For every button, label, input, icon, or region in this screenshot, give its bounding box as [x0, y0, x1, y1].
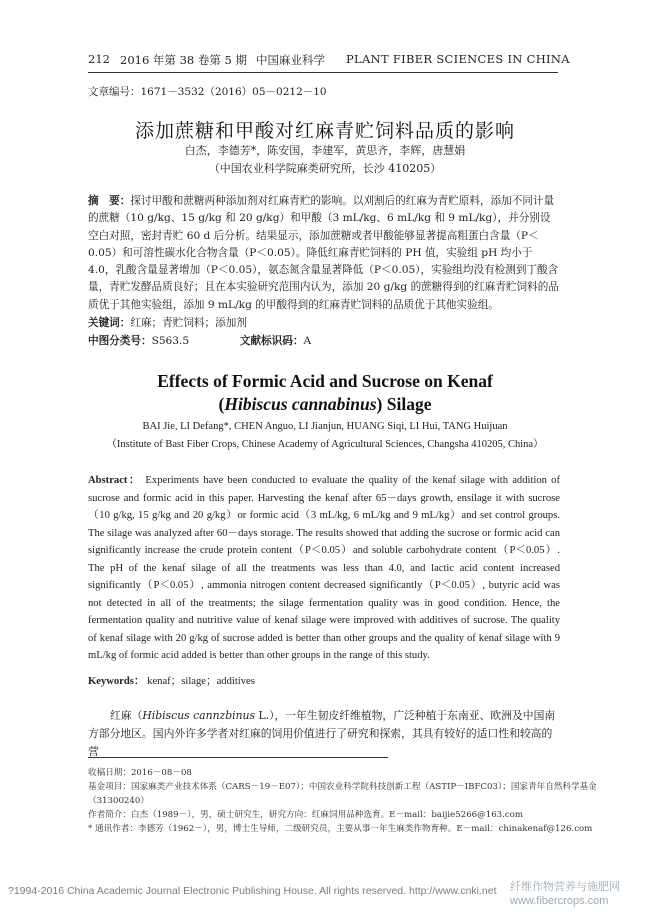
title-cn: 添加蔗糖和甲酸对红麻青贮饲料品质的影响: [134, 120, 515, 142]
keywords-cn-label: 关键词：: [88, 317, 131, 329]
doc-code-value: A: [303, 335, 312, 347]
site-watermark: [510, 880, 645, 912]
footnote-fund-1: 基金项目：国家麻类产业技术体系（CARS－19－E07）；中国农业科学院科技创新工程（ASTIP－IBFC03）；国家青年自然科学基金: [88, 782, 597, 792]
abstract-cn-label: 摘 要：: [88, 195, 131, 207]
running-header: [88, 52, 570, 70]
body-species: Hibiscus cannzbinus: [142, 709, 256, 722]
doc-code-label: 文献标识码：: [239, 335, 304, 347]
footnote-fund-2: （31300240）: [88, 796, 149, 806]
paren-close: ): [376, 394, 383, 414]
article-number: 文章编号：1671－3532（2016）05－0212－10: [88, 86, 327, 98]
body-paragraph: [88, 707, 560, 761]
abstract-cn-text: 探讨甲酸和蔗糖两种添加剂对红麻青贮的影响。以刈割后的红麻为青贮原料，添加不同计量的蔗糖（10 g/kg、15 g/kg 和 20 g/kg）和甲酸（3 mL/kg、6 mL/kg 和 9 mL/kg），并分别设空白对照，密封青贮 60 d 后分析。结果显示，添加蔗糖或者甲酸能够显著提高粗蛋白含量（P＜0.05）和可溶性碳水化合物含量（P＜0.05）。降低红麻青贮饲料的 PH 值，实验组 pH 均小于 4.0，乳酸含量显著增加（P＜0.05），氨态氮含量显著降低（P＜0.05），实验组均没有检测到丁酸含量，青贮发酵品质良好；且在本实验研究范围内认为，添加 20 g/kg 的蔗糖得到的红麻青贮饲料的品质优于其他实验组，添加 9 mL/kg 的甲酸得到的红麻青贮饲料的品质优于其他实验组。: [88, 195, 559, 311]
journal-name-cn: 中国麻业科学: [256, 53, 325, 67]
body-text-1: 红麻（: [110, 709, 143, 722]
abstract-en-text: Experiments have been conducted to evaluate the quality of the kenaf silage with addition of sucrose and formic acid in this paper. Harvesting the kenaf after 65－days growth, ensilage it with sucrose（10 g/kg, 15 g/kg and 20 g/kg）or formic acid（3 mL/kg, 6 mL/kg and 9 mL/kg）and set control groups. The silage was analyzed after 60－days storage. The results showed that adding the sucrose or formic acid can significantly increase the crude protein content（P＜0.05）and soluble carbohydrate content（P＜0.05）. The pH of the kenaf silage of all the treatments was less than 4.0, and lactic acid content increased significantly（P＜0.05）, ammonia nitrogen content decreased significantly（P＜0.05）, butyric acid was not detected in all of the treatments; the silage fermentation quality was in good condition. Hence, the fermentation quality and nutritive value of kenaf silage were improved with additives of sucrose. The quality of kenaf silage with 20 g/kg of sucrose added is better than other groups and the quality of kenaf silage with 9 mL/kg of formic acid added is better than other groups in the range of this study.: [88, 475, 560, 661]
page-number: 212: [88, 52, 110, 66]
institution-cn: （中国农业科学院麻类研究所，长沙 410205）: [208, 162, 442, 175]
institution-en: （Institute of Bast Fiber Crops, Chinese Academy of Agricultural Sciences, Changsha 410205, China）: [106, 439, 544, 450]
authors-en: BAI Jie, LI Defang*, CHEN Anguo, LI Jianjun, HUANG Siqi, LI Hui, TANG Huijuan: [142, 421, 508, 432]
keywords-cn-text: 红麻；青贮饲料；添加剂: [130, 317, 247, 329]
abstract-en: [88, 472, 560, 665]
footnote-corresponding: * 通讯作者：李德芳（1962－），男，博士生导师，二级研究员，主要从事一年生麻类作物育种。E－mail：chinakenaf@126.com: [88, 824, 593, 834]
title-en-line1: Effects of Formic Acid and Sucrose on Kenaf: [157, 371, 493, 391]
watermark-line2: www.fibercrops.com: [510, 895, 609, 907]
abstract-cn: [88, 193, 560, 314]
keywords-en-text: kenaf；silage；additives: [147, 676, 255, 687]
journal-name-en: PLANT FIBER SCIENCES IN CHINA: [346, 52, 570, 66]
paren-open: (: [218, 394, 225, 414]
authors-cn: 白杰，李德芳*，陈安国，李建军，黄思齐，李辉，唐慧娟: [184, 144, 466, 157]
keywords-en-label: Keywords：: [88, 676, 145, 687]
header-rule: [88, 72, 558, 73]
copyright-line: ?1994-2016 China Academic Journal Electronic Publishing House. All rights reserved. http://www.cnki.net: [8, 885, 497, 897]
abstract-en-label: Abstract：: [88, 475, 142, 486]
footnote-received: 收稿日期：2016－08－08: [88, 768, 192, 778]
keywords-en: [88, 673, 255, 688]
clc-label: 中图分类号：: [88, 335, 152, 347]
watermark-line1: 纤维作物营养与施肥网: [510, 881, 620, 893]
clc-value: S563.5: [151, 335, 190, 347]
classification: [88, 333, 311, 348]
keywords-cn: [88, 315, 247, 330]
issue-info: 2016 年第 38 卷第 5 期: [120, 53, 247, 67]
footnote-author: 作者简介：白杰（1989－），男，硕士研究生，研究方向：红麻饲用品种选育。E－mail：baijie5266@163.com: [88, 810, 524, 820]
footnote-rule: [88, 757, 388, 758]
title-en-line2: [60, 394, 590, 415]
title-en-tail: Silage: [386, 394, 432, 414]
body-text-2: L.），一年生韧皮纤维植物，广泛种植于东南亚、欧洲及中国南方部分地区。国内外许多学者对红麻的饲用价值进行了研究和探索，其具有较好的适口性和较高的营: [88, 709, 556, 758]
title-en-species: Hibiscus cannabinus: [224, 394, 377, 414]
